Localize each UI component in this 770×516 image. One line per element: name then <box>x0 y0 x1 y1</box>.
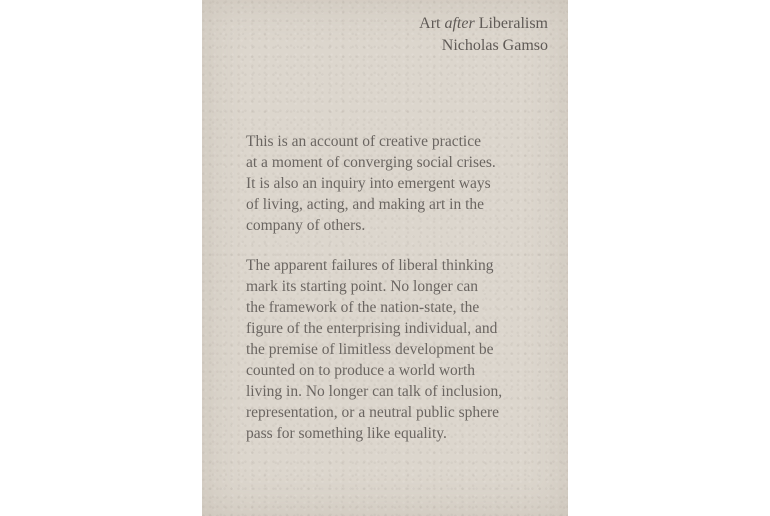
book-title <box>419 13 548 35</box>
title-suffix: Liberalism <box>478 15 548 32</box>
author-name: Nicholas Gamso <box>441 37 548 54</box>
blurb <box>246 131 556 444</box>
text-line: representation, or a neutral public sphere <box>246 404 500 421</box>
text-line: mark its starting point. No longer can <box>246 278 479 295</box>
text-line: at a moment of converging social crises. <box>246 154 496 171</box>
text-line: figure of the enterprising individual, and <box>246 320 498 337</box>
text-line: It is also an inquiry into emergent ways <box>246 175 491 192</box>
title-block <box>419 13 548 57</box>
blurb-paragraph-1 <box>246 131 556 236</box>
text-line: the framework of the nation-state, the <box>246 299 480 316</box>
text-line: This is an account of creative practice <box>246 133 481 150</box>
text-line: pass for something like equality. <box>246 425 447 442</box>
title-italic-word: after <box>444 15 475 32</box>
book-cover <box>202 0 568 516</box>
blurb-paragraph-2 <box>246 255 556 444</box>
text-line: the premise of limitless development be <box>246 341 494 358</box>
text-line: living in. No longer can talk of inclusion, <box>246 383 503 400</box>
text-line: The apparent failures of liberal thinking <box>246 257 494 274</box>
title-prefix: Art <box>419 15 441 32</box>
text-line: company of others. <box>246 217 366 234</box>
text-line: counted on to produce a world worth <box>246 362 475 379</box>
text-line: of living, acting, and making art in the <box>246 196 485 213</box>
